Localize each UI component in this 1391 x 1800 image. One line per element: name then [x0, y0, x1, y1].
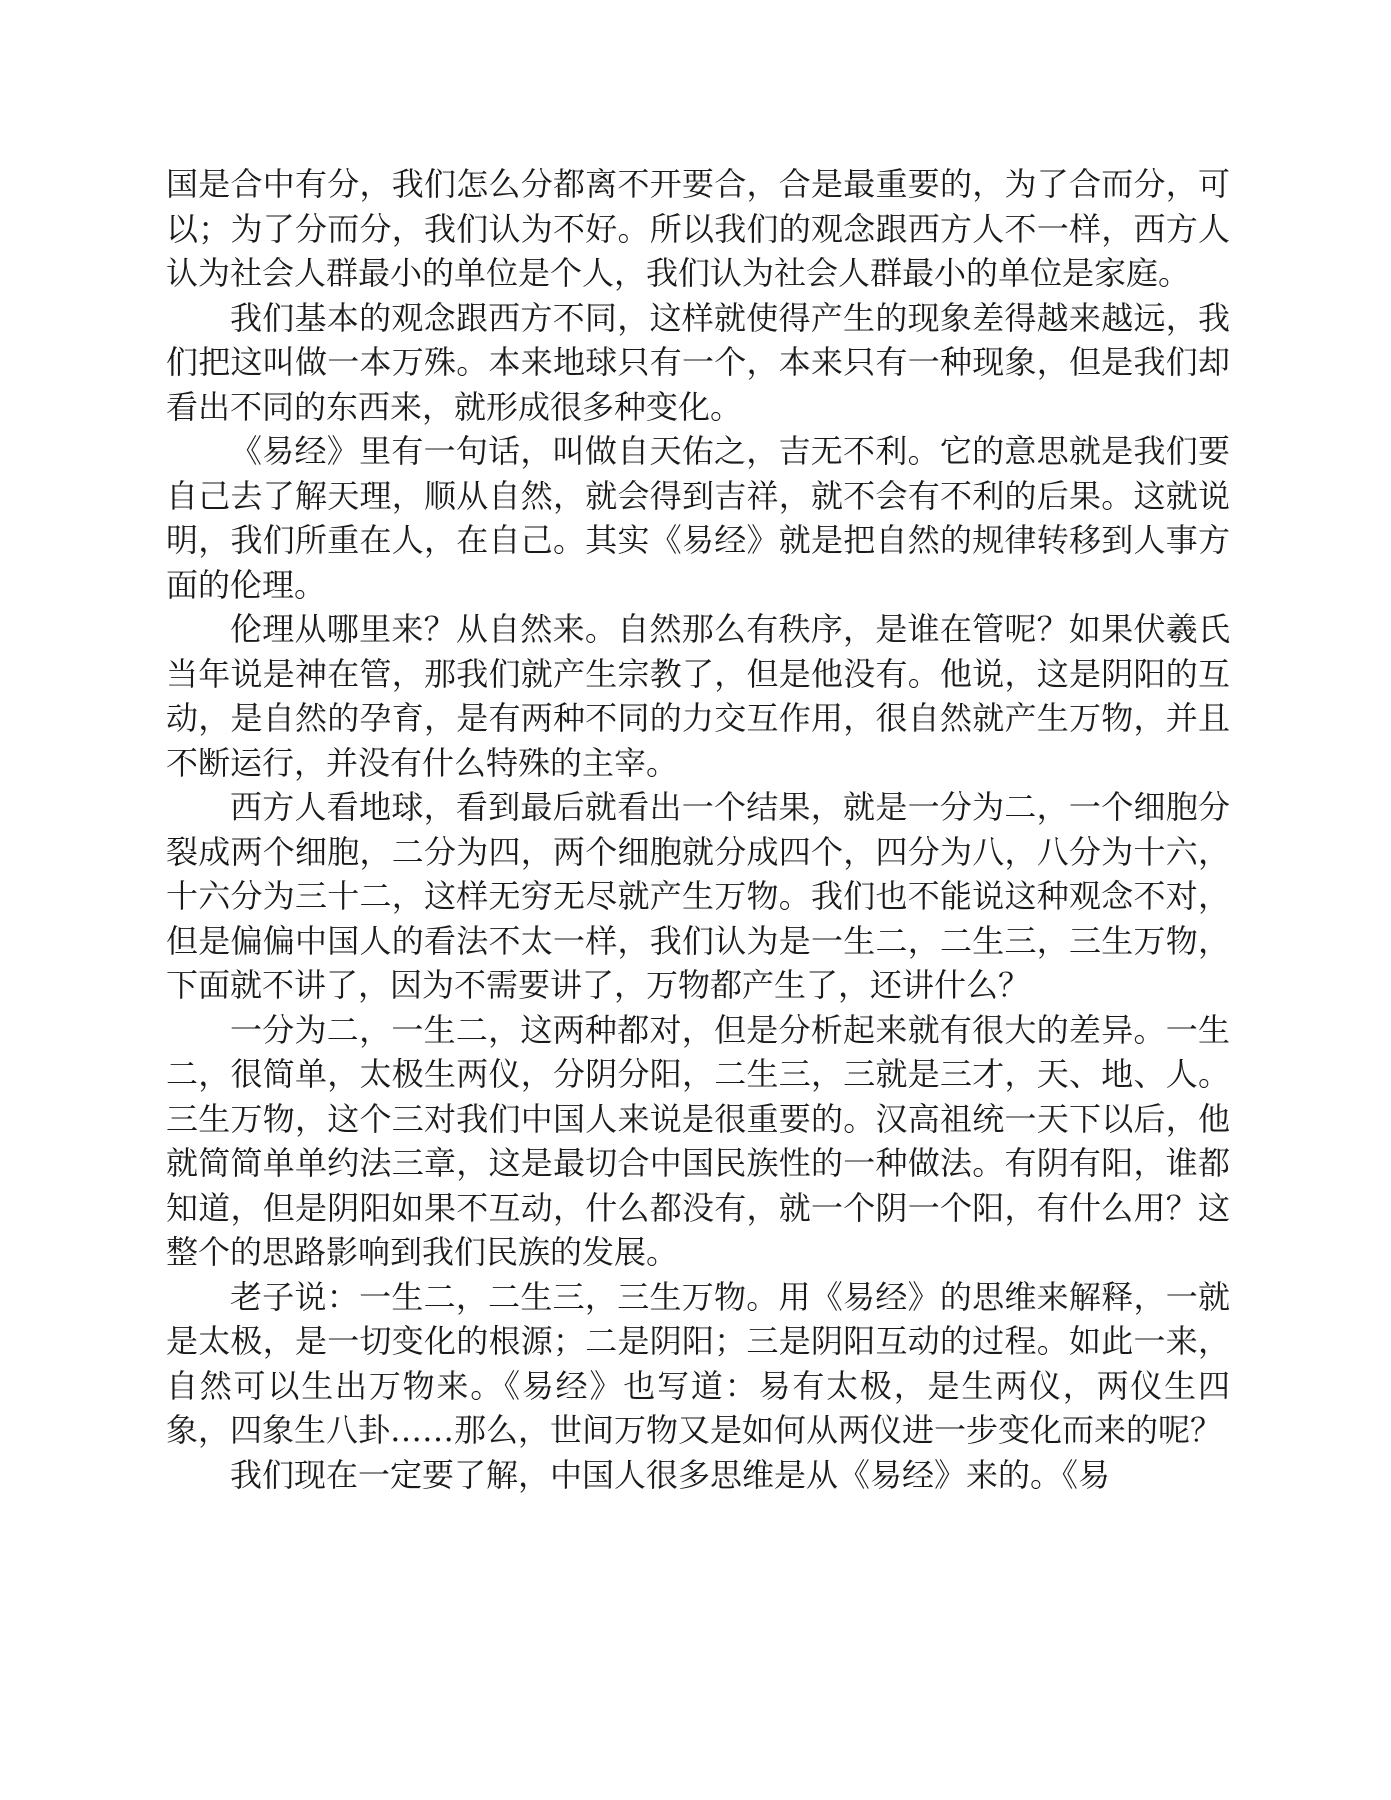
paragraph: 西方人看地球，看到最后就看出一个结果，就是一分为二，一个细胞分裂成两个细胞，二分为四，两个细胞就分成四个，四分为八，八分为十六，十六分为三十二，这样无穷无尽就产生万物。我们也不能说这种观念不对，但是偏偏中国人的看法不太一样，我们认为是一生二，二生三，三生万物，下面就不讲了，因为不需要讲了，万物都产生了，还讲什么？	[166, 788, 1230, 1004]
body-text	[166, 162, 1230, 1497]
paragraph: 《易经》里有一句话，叫做自天佑之，吉无不利。它的意思就是我们要自己去了解天理，顺从自然，就会得到吉祥，就不会有不利的后果。这就说明，我们所重在人，在自己。其实《易经》就是把自然的规律转移到人事方面的伦理。	[166, 432, 1230, 604]
paragraph: 我们基本的观念跟西方不同，这样就使得产生的现象差得越来越远，我们把这叫做一本万殊。本来地球只有一个，本来只有一种现象，但是我们却看出不同的东西来，就形成很多种变化。	[166, 298, 1230, 426]
paragraph: 伦理从哪里来？从自然来。自然那么有秩序，是谁在管呢？如果伏羲氏当年说是神在管，那我们就产生宗教了，但是他没有。他说，这是阴阳的互动，是自然的孕育，是有两种不同的力交互作用，很自然就产生万物，并且不断运行，并没有什么特殊的主宰。	[166, 610, 1230, 782]
paragraph: 国是合中有分，我们怎么分都离不开要合，合是最重要的，为了合而分，可以；为了分而分，我们认为不好。所以我们的观念跟西方人不一样，西方人认为社会人群最小的单位是个人，我们认为社会人群最小的单位是家庭。	[166, 165, 1230, 292]
paragraph: 老子说：一生二，二生三，三生万物。用《易经》的思维来解释，一就是太极，是一切变化的根源；二是阴阳；三是阴阳互动的过程。如此一来，自然可以生出万物来。《易经》也写道：易有太极，是生两仪，两仪生四象，四象生八卦……那么，世间万物又是如何从两仪进一步变化而来的呢？	[166, 1277, 1230, 1449]
paragraph: 一分为二，一生二，这两种都对，但是分析起来就有很大的差异。一生二，很简单，太极生两仪，分阴分阳，二生三，三就是三才，天、地、人。三生万物，这个三对我们中国人来说是很重要的。汉高祖统一天下以后，他就简简单单约法三章，这是最切合中国民族性的一种做法。有阴有阳，谁都知道，但是阴阳如果不互动，什么都没有，就一个阴一个阳，有什么用？这整个的思路影响到我们民族的发展。	[166, 1010, 1230, 1271]
paragraph: 我们现在一定要了解，中国人很多思维是从《易经》来的。《易	[230, 1455, 1111, 1494]
